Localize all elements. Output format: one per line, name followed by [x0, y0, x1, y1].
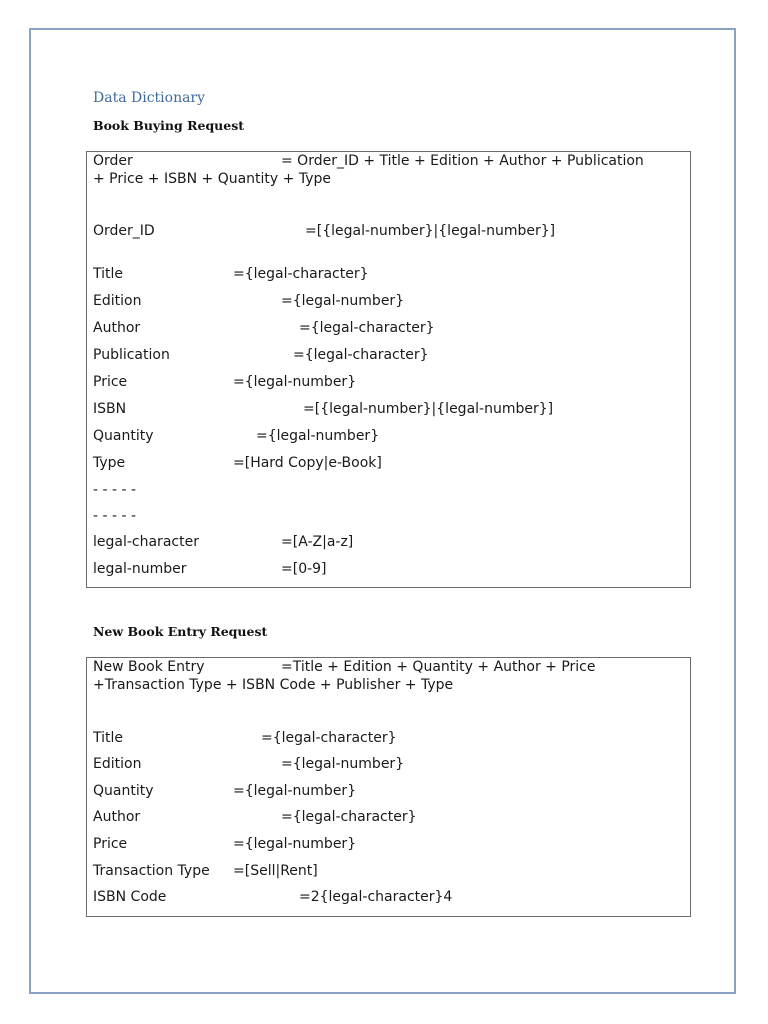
separator-dashes: - - - - - [93, 508, 137, 524]
term-definition: ={legal-number} [281, 756, 405, 772]
section-heading-new-book-entry: New Book Entry Request [93, 624, 268, 639]
term-label: Edition [93, 756, 142, 772]
term-definition: ={legal-number} [233, 374, 357, 390]
term-label: Edition [93, 293, 142, 309]
term-label: legal-character [93, 534, 199, 550]
section-heading-book-buying: Book Buying Request [93, 118, 245, 133]
definition-continuation: +Transaction Type + ISBN Code + Publisher + Type [93, 677, 454, 693]
term-label: Publication [93, 347, 170, 363]
term-label: legal-number [93, 561, 187, 577]
document-title: Data Dictionary [93, 90, 206, 106]
term-definition: =[{legal-number}|{legal-number}] [305, 223, 556, 239]
term-definition: = Order_ID + Title + Edition + Author + Publication [281, 153, 644, 169]
definition-box-book-buying [86, 151, 691, 588]
term-definition: ={legal-number} [233, 783, 357, 799]
term-definition: ={legal-character} [299, 320, 435, 336]
term-label: New Book Entry [93, 659, 205, 675]
term-label: Quantity [93, 783, 154, 799]
term-definition: ={legal-character} [281, 809, 417, 825]
term-label: Quantity [93, 428, 154, 444]
term-definition: ={legal-character} [233, 266, 369, 282]
definition-box-new-book-entry [86, 657, 691, 917]
term-definition: ={legal-character} [293, 347, 429, 363]
term-definition: =[Sell|Rent] [233, 863, 318, 879]
term-label: Transaction Type [93, 863, 210, 879]
term-label: ISBN Code [93, 889, 167, 905]
definition-continuation: + Price + ISBN + Quantity + Type [93, 171, 331, 187]
term-label: ISBN [93, 401, 127, 417]
term-label: Author [93, 809, 141, 825]
term-label: Type [93, 455, 126, 471]
separator-dashes: - - - - - [93, 482, 137, 498]
term-definition: ={legal-number} [256, 428, 380, 444]
term-label: Title [93, 266, 124, 282]
term-definition: ={legal-character} [261, 730, 397, 746]
term-definition: =2{legal-character}4 [299, 889, 453, 905]
term-label: Price [93, 374, 128, 390]
term-label: Price [93, 836, 128, 852]
term-definition: ={legal-number} [281, 293, 405, 309]
term-label: Order_ID [93, 223, 155, 239]
term-definition: =[Hard Copy|e-Book] [233, 455, 382, 471]
term-definition: =[A-Z|a-z] [281, 534, 354, 550]
term-definition: =[{legal-number}|{legal-number}] [303, 401, 554, 417]
term-label: Title [93, 730, 124, 746]
term-definition: ={legal-number} [233, 836, 357, 852]
term-label: Order [93, 153, 133, 169]
term-definition: =Title + Edition + Quantity + Author + Price [281, 659, 596, 675]
term-label: Author [93, 320, 141, 336]
term-definition: =[0-9] [281, 561, 327, 577]
